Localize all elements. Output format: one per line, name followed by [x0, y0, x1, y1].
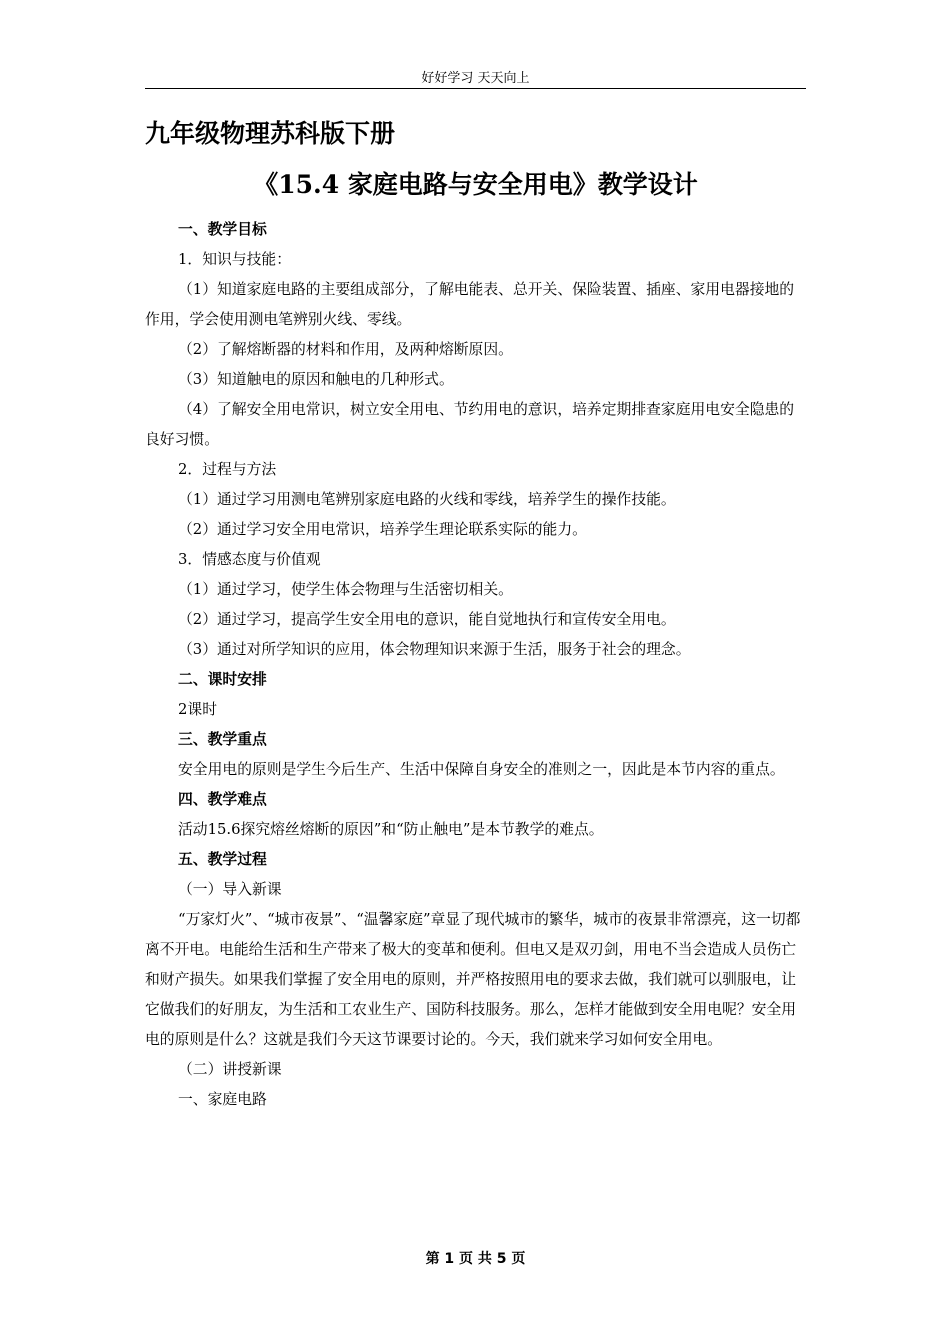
document-title-line1: 九年级物理苏科版下册: [145, 119, 396, 148]
body-paragraph: （1）通过学习用测电笔辨别家庭电路的火线和零线，培养学生的操作技能。: [178, 491, 676, 508]
document-title-line2: 《15.4 家庭电路与安全用电》教学设计: [253, 170, 698, 199]
body-paragraph: （1）通过学习，使学生体会物理与生活密切相关。: [178, 581, 513, 598]
body-paragraph: 2课时: [178, 701, 218, 718]
section-heading: 三、教学重点: [178, 731, 267, 748]
body-paragraph: （二）讲授新课: [178, 1061, 282, 1078]
body-paragraph: 活动15.6探究熔丝熔断的原因”和“防止触电”是本节教学的难点。: [178, 821, 604, 838]
section-heading: 一、教学目标: [178, 221, 267, 238]
body-paragraph: 3．情感态度与价值观: [178, 551, 321, 568]
page-footer: 第 1 页 共 5 页: [425, 1251, 526, 1267]
body-paragraph: 1．知识与技能：: [178, 251, 291, 268]
body-paragraph: 一、家庭电路: [178, 1091, 267, 1108]
body-paragraph: 2．过程与方法: [178, 461, 277, 478]
body-paragraph: （3）知道触电的原因和触电的几种形式。: [178, 371, 454, 388]
header-divider: [145, 88, 806, 89]
body-paragraph: 安全用电的原则是学生今后生产、生活中保障自身安全的准则之一，因此是本节内容的重点。: [178, 761, 785, 778]
body-paragraph: （2）了解熔断器的材料和作用，及两种熔断原因。: [178, 341, 513, 358]
body-paragraph: （3）通过对所学知识的应用，体会物理知识来源于生活，服务于社会的理念。: [178, 641, 691, 658]
document-body: [145, 215, 806, 1115]
body-paragraph: （1）知道家庭电路的主要组成部分，了解电能表、总开关、保险装置、插座、家用电器接地的作用，学会使用测电笔辨别火线、零线。: [145, 281, 795, 328]
body-paragraph: （一）导入新课: [178, 881, 282, 898]
page-header: 好好学习 天天向上: [421, 71, 530, 86]
section-heading: 二、课时安排: [178, 671, 267, 688]
body-paragraph: （4）了解安全用电常识，树立安全用电、节约用电的意识，培养定期排查家庭用电安全隐患的良好习惯。: [145, 401, 795, 448]
section-heading: 四、教学难点: [178, 791, 267, 808]
body-paragraph: “万家灯火”、“城市夜景”、“温馨家庭”章显了现代城市的繁华，城市的夜景非常漂亮，这一切都离不开电。电能给生活和生产带来了极大的变革和便利。但电又是双刃剑，用电不当会造成人员伤亡和财产损失。如果我们掌握了安全用电的原则，并严格按照用电的要求去做，我们就可以驯服电，让它做我们的好朋友，为生活和工农业生产、国防科技服务。那么，怎样才能做到安全用电呢？安全用电的原则是什么？这就是我们今天这节课要讨论的。今天，我们就来学习如何安全用电。: [145, 911, 801, 1048]
section-heading: 五、教学过程: [178, 851, 267, 868]
body-paragraph: （2）通过学习，提高学生安全用电的意识，能自觉地执行和宣传安全用电。: [178, 611, 676, 628]
body-paragraph: （2）通过学习安全用电常识，培养学生理论联系实际的能力。: [178, 521, 587, 538]
